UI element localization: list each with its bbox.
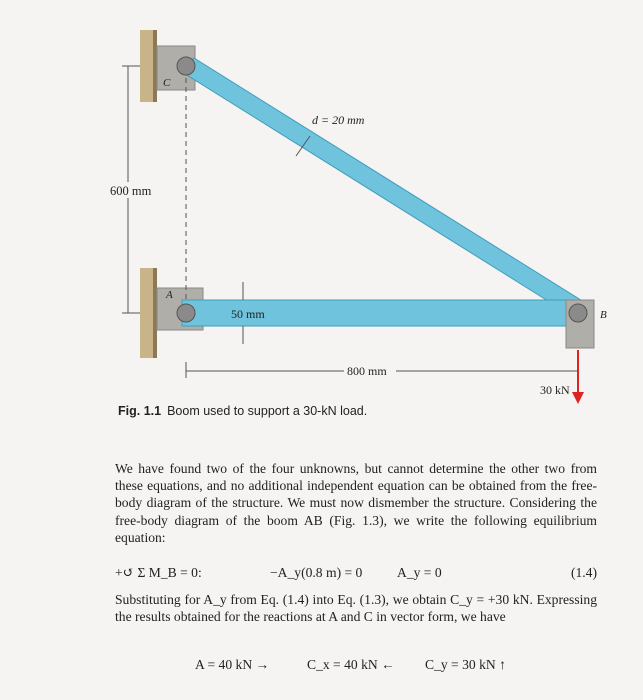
body-text-2: [115, 591, 597, 625]
lower-wall-line: [153, 268, 157, 358]
dim-50-label: 50 mm: [231, 307, 265, 321]
upper-wall-line: [153, 30, 157, 102]
pin-c: [177, 57, 195, 75]
result-cy: C_y = 30 kN ↑: [425, 657, 506, 672]
result-a: A = 40 kN →: [195, 657, 270, 672]
load-arrow-head: [572, 392, 584, 404]
eq-lhs: +↺ Σ M_B = 0:: [115, 565, 202, 580]
eq-middle: −A_y(0.8 m) = 0: [270, 565, 363, 580]
upper-wall: [140, 30, 154, 102]
result-cx: C_x = 40 kN ←: [307, 657, 395, 672]
dim-800-label: 800 mm: [347, 364, 387, 378]
dim-600-label: 600 mm: [110, 184, 152, 198]
figure-caption: [118, 404, 367, 418]
dim-d-label: d = 20 mm: [312, 113, 365, 127]
caption-text: Boom used to support a 30-kN load.: [167, 404, 368, 418]
rod-bc: [182, 58, 584, 316]
label-b: B: [600, 309, 607, 321]
label-c: C: [163, 77, 171, 89]
paragraph-2: Substituting for A_y from Eq. (1.4) into Eq. (1.3), we obtain C_y = +30 kN. Expressing the results obtained for the reactions at A and C in vector form, we have: [115, 592, 597, 625]
load-label: 30 kN: [540, 383, 570, 397]
lower-wall: [140, 268, 154, 358]
eq-number: (1.4): [570, 565, 597, 580]
equation-1-4: [115, 565, 597, 581]
pin-b: [569, 304, 587, 322]
label-a: A: [166, 289, 173, 301]
caption-number: Fig. 1.1: [118, 404, 162, 418]
eq-result: A_y = 0: [397, 565, 442, 580]
body-text: [115, 460, 597, 546]
pin-a: [177, 304, 195, 322]
paragraph-1: We have found two of the four unknowns, but cannot determine the other two from these equations, and no additional independent equation can be obtained from the free-body diagram of the structure. We must now dismember the structure. Considering the free-body diagram of the boom AB (Fig. 1.3), we write the following equilibrium equation:: [115, 461, 597, 545]
